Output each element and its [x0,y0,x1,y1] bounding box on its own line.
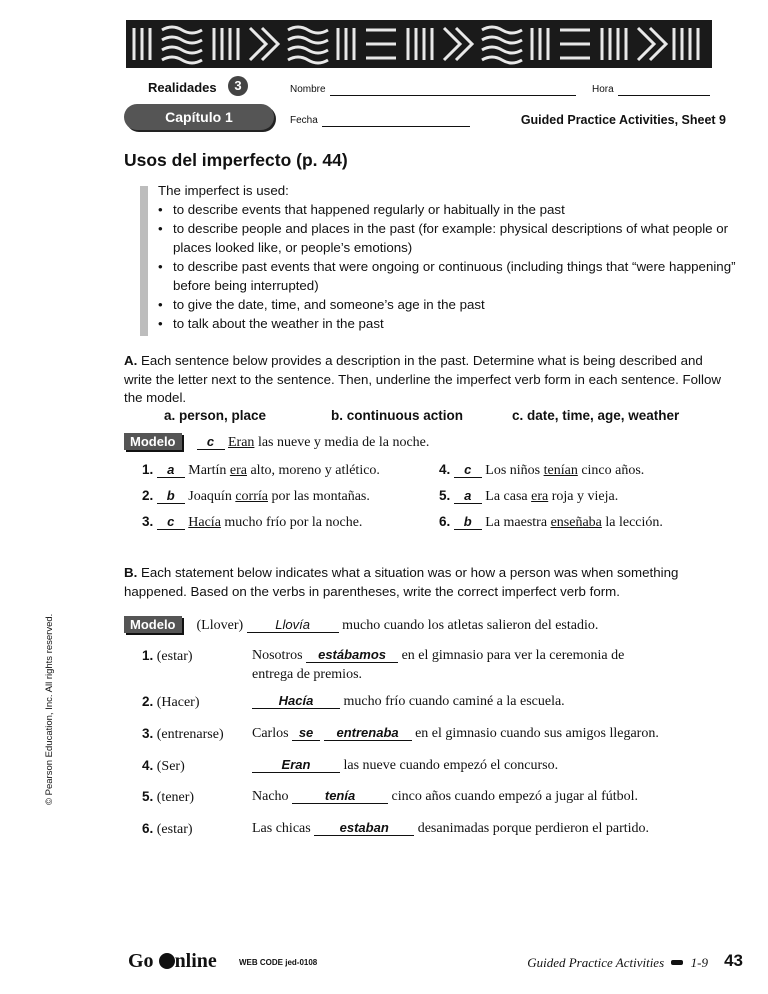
grammar-notes [158,181,738,333]
sentence-text: Nosotros [252,648,307,663]
part-b-item-4 [142,758,185,775]
sheet-title: Guided Practice Activities, Sheet 9 [520,113,726,127]
answer-blank[interactable]: a [454,489,482,504]
part-a-item-1 [142,462,380,479]
answer-blank[interactable]: Llovía [247,618,339,633]
key-c: c. date, time, age, weather [512,408,680,423]
answer-blank[interactable]: b [157,489,185,504]
imperfect-verb: corría [235,489,268,504]
sentence-text: Nacho [252,789,293,804]
book-title: Realidades [148,80,217,95]
note-bullet: • to describe events that happened regularly or habitually in the past [158,200,738,219]
answer-blank[interactable]: c [157,515,185,530]
note-bar [140,186,148,336]
level-badge: 3 [228,76,248,96]
item-number: 3. [142,726,154,741]
page-title: Usos del imperfecto (p. 44) [124,150,348,170]
part-b-sentence-5 [252,789,638,805]
chapter-badge: Capítulo 1 [124,104,274,130]
logo-text: nline [174,950,217,972]
answer-blank[interactable]: Eran [252,758,340,773]
sentence-text: las nueve y media de la noche. [254,435,430,450]
sentence-text: roja y vieja. [548,489,619,504]
part-b-sentence-1 [252,648,624,664]
part-b-instructions [124,564,734,601]
item-number: 4. [142,758,154,773]
sentence-text: La casa [485,489,532,504]
part-b-item-2 [142,694,200,711]
sentence-text: Los niños [485,463,544,478]
part-a-item-5 [439,488,618,505]
nombre-label: Nombre [290,84,326,95]
item-number: 5. [142,789,154,804]
copyright-text: © Pearson Education, Inc. All rights reserved. [44,613,55,805]
note-bullet: • to talk about the weather in the past [158,314,738,333]
item-number: 1. [142,648,154,663]
globe-icon [159,953,175,969]
note-bullet: • to describe past events that were ongoing or continuous (including things that “were happening” before being interrupted) [158,257,738,295]
note-bullet: • to give the date, time, and someone’s age in the past [158,295,738,314]
sentence-text: mucho frío cuando caminé a la escuela. [340,694,565,709]
sentence-text: alto, moreno y atlético. [246,463,380,478]
answer-blank[interactable]: a [157,463,185,478]
part-b-label: B. [124,565,138,580]
part-a-item-3 [142,514,362,531]
item-number: 4. [439,462,451,477]
part-b-text: Each statement below indicates what a situation was or how a person was when something happened. Based on the verbs in parentheses, write the correct imperfect verb form. [124,565,679,599]
key-b: b. continuous action [331,408,463,423]
part-b-item-5 [142,789,194,806]
part-b-sentence-6 [252,821,649,837]
infinitive-label: (estar) [156,649,193,664]
copyright-side-note [44,613,58,805]
section-name: Guided Practice Activities [527,955,665,970]
part-a-item-2 [142,488,370,505]
sentence-text: cinco años. [577,463,645,478]
item-number: 2. [142,488,154,503]
sentence-text: mucho cuando los atletas salieron del estadio. [338,618,599,633]
sentence-text: Martín [188,463,230,478]
part-b-item-3 [142,726,224,743]
item-number: 6. [142,821,154,836]
imperfect-verb: Hacía [188,515,221,530]
item-number: 6. [439,514,451,529]
sentence-text: la lección. [601,515,663,530]
sentence-text: Joaquín [188,489,236,504]
answer-blank[interactable]: estaban [314,821,414,836]
answer-blank[interactable]: b [454,515,482,530]
imperfect-verb: era [531,489,549,504]
part-b-sentence-3 [252,726,659,742]
item-number: 1. [142,462,154,477]
infinitive-label: (tener) [156,790,195,805]
imperfect-verb: era [229,463,247,478]
imperfect-verb: Eran [228,435,255,450]
reflexive-blank[interactable]: se [292,726,320,741]
part-a-label: A. [124,353,138,368]
part-a-instructions [124,352,734,408]
hora-label: Hora [592,84,614,95]
sentence-text: cinco años cuando empezó a jugar al fútbol. [388,789,639,804]
notes-intro: The imperfect is used: [158,183,289,198]
page-number: 43 [724,951,743,970]
sentence-text: las nueve cuando empezó el concurso. [340,758,559,773]
modelo-badge: Modelo [124,433,182,450]
answer-blank[interactable]: c [454,463,482,478]
go-online-logo [128,950,217,973]
part-b-sentence-1-cont: entrega de premios. [252,667,363,682]
answer-blank[interactable]: estábamos [306,648,398,663]
imperfect-verb: tenían [543,463,578,478]
sentence-text: por las montañas. [267,489,370,504]
decorative-banner [126,20,712,68]
sentence-text: mucho frío por la noche. [220,515,363,530]
answer-blank[interactable]: Hacía [252,694,340,709]
part-b-model [124,617,598,634]
sentence-text: en el gimnasio para ver la ceremonia de [398,648,625,663]
sentence-text: desanimadas porque perdieron el partido. [414,821,650,836]
modelo-badge: Modelo [124,616,182,633]
fecha-field[interactable] [322,126,470,127]
item-number: 5. [439,488,451,503]
infinitive-label: (Ser) [156,759,185,774]
infinitive-label: (Hacer) [156,695,200,710]
sheet-ref: 1-9 [690,955,708,970]
web-code: WEB CODE jed-0108 [239,958,318,967]
sentence-text: Carlos [252,726,293,741]
part-b-item-1 [142,648,193,665]
sentence-text: en el gimnasio cuando sus amigos llegaron. [411,726,659,741]
answer-blank[interactable]: tenía [292,789,388,804]
hora-field[interactable] [618,95,710,96]
sentence-text: Las chicas [252,821,315,836]
part-a-item-4 [439,462,644,479]
nombre-field[interactable] [330,95,576,96]
answer-blank[interactable]: c [197,435,225,450]
part-b-sentence-4 [252,758,558,774]
divider-icon [671,960,683,965]
note-bullet: • to describe people and places in the past (for example: physical descriptions of what people or places looked like, or people’s emotions) [158,219,738,257]
part-a-text: Each sentence below provides a description in the past. Determine what is being described and write the letter next to the sentence. Then, underline the imperfect verb form in each sentence. Follow the model. [124,353,721,405]
imperfect-verb: enseñaba [550,515,602,530]
key-a: a. person, place [164,408,267,423]
item-number: 3. [142,514,154,529]
part-a-model [124,434,429,451]
fecha-label: Fecha [290,115,318,126]
part-b-item-6 [142,821,193,838]
logo-text: Go [128,950,159,972]
infinitive-label: (Llover) [196,618,244,633]
part-a-item-6 [439,514,663,531]
footer-section [527,955,708,971]
sentence-text: La maestra [485,515,551,530]
infinitive-label: (entrenarse) [156,727,224,742]
part-b-sentence-2 [252,694,565,710]
infinitive-label: (estar) [156,822,193,837]
item-number: 2. [142,694,154,709]
answer-blank[interactable]: entrenaba [324,726,412,741]
